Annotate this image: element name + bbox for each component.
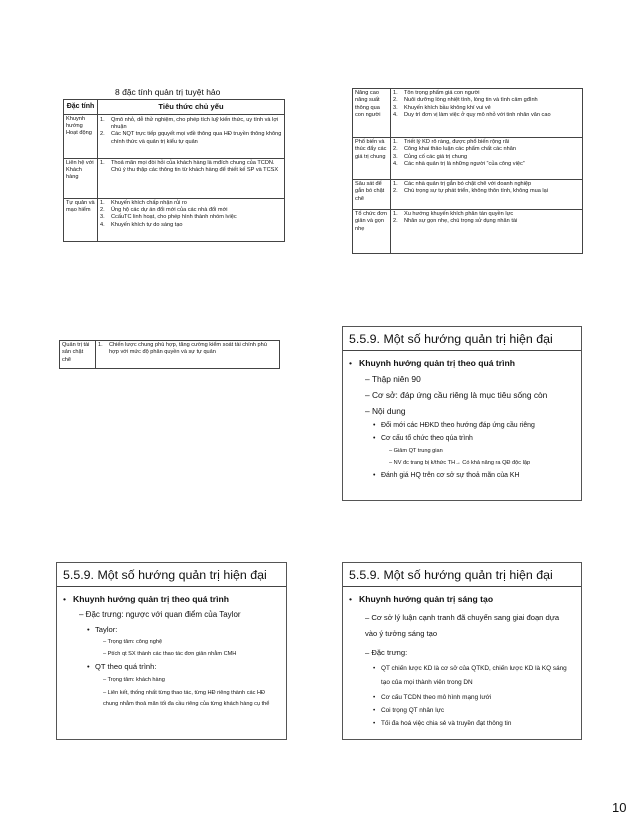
table-row-items — [98, 158, 285, 198]
item-text: Nhân sự gọn nhẹ, chú trọng sử dụng nhân tài — [404, 218, 518, 225]
slide-2-table — [352, 88, 583, 254]
item-text: CcấuTC linh hoạt, cho phép hình thành nhóm lviệc — [111, 214, 237, 221]
page-number: 10 — [612, 800, 627, 815]
bullet-l2: – Thập niên 90 — [365, 374, 421, 385]
bullet-l1: • Khuynh hướng quản trị theo quá trình — [57, 594, 286, 604]
item-text: Các nhà quản trị là những người “của công việc” — [404, 160, 525, 167]
item-number: 2. — [393, 188, 398, 195]
bullet-l3: • Đổi mới các HĐKD theo hướng đáp ứng cầu riêng — [343, 422, 581, 430]
col-header-criteria: Tiêu thức chủ yếu — [98, 100, 285, 115]
item-text: Duy trì đơn vị làm việc ở quy mô nhỏ với tinh nhân văn cao — [404, 111, 551, 118]
item-number: 4. — [100, 221, 105, 228]
table-row-key: Quản trị tài sản chặt chẽ — [60, 341, 96, 369]
bullet-l1: • Khuynh hướng quản trị theo quá trình — [343, 358, 581, 368]
table-row-items — [391, 138, 583, 180]
bullet-l3: • Cơ cấu TCDN theo mô hình mạng lưới — [343, 694, 581, 702]
item-number: 1. — [100, 116, 105, 123]
item-number: 1. — [393, 211, 398, 217]
item-text: Khuyến khích tự do sáng tạo — [111, 221, 183, 228]
bullet-l2: – Nội dung — [365, 406, 406, 417]
item-text: Ủng hộ các dự án đổi mới của các nhà đổi mới — [111, 207, 228, 214]
item-number: 2. — [393, 97, 398, 104]
bullet-l2: – Cơ sở: đáp ứng cầu riêng là mục tiêu sống còn — [365, 390, 548, 401]
table-row-key: Phổ biến và thúc đẩy các giá trị chung — [353, 138, 391, 180]
bullet-l3: • QT theo quá trình: — [57, 662, 286, 671]
item-text: Chú trọng sự tự phát triển, không thôn tính, không mua lại — [404, 188, 549, 195]
item-number: 1. — [393, 90, 398, 96]
item-text: Các nhà quản trị gắn bó chặt chẽ với doanh nghiệp — [404, 181, 532, 187]
slide-6-title: 5.5.9. Một số hướng quản trị hiện đại — [343, 563, 581, 587]
item-text: Triết lý KD rõ ràng, được phổ biến rộng rãi — [404, 139, 510, 145]
table-row-key: Năng cao năng suất thông qua con người — [353, 89, 391, 138]
item-text: Khuyến khích bầu không khí vui vẻ — [404, 104, 491, 111]
table-row-items — [98, 198, 285, 241]
item-number: 3. — [393, 104, 398, 111]
table-row-items — [391, 210, 583, 254]
bullet-l3: • QT chiến lược KD là cơ sở của QTKD, chiến lược KD là KQ sáng tạo của mọi thành viên trong DN — [343, 662, 581, 689]
slide-2 — [352, 84, 583, 259]
item-text: Chiến lược chung phù hợp, tăng cường kiểm soát tài chính phù hợp với mức độ phân quyền và sự tự quản — [109, 342, 267, 356]
bullet-l3: • Đánh giá HQ trên cơ sở sự thoả mãn của KH — [343, 472, 581, 480]
slide-1-title: 8 đặc tính quản trị tuyệt hảo — [115, 87, 221, 97]
slide-3 — [55, 326, 286, 501]
bullet-l4: – NV đc trang bị k/thức TH→ Có khả năng ra QĐ độc lập — [389, 459, 531, 466]
table-row-items — [96, 341, 280, 369]
item-number: 1. — [100, 199, 105, 206]
slide-6 — [342, 562, 582, 740]
item-text: Xu hướng khuyến khích phân tán quyền lực — [404, 211, 514, 217]
slide-4-title: 5.5.9. Một số hướng quản trị hiện đại — [343, 327, 581, 351]
bullet-l4: – Giảm QT trung gian — [389, 448, 443, 455]
item-number: 4. — [393, 111, 398, 118]
table-row-key: Tổ chức đơn giản và gọn nhẹ — [353, 210, 391, 254]
item-number: 2. — [393, 218, 398, 225]
bullet-l4: – Liên kết, thống nhất từng thao tác, từng HĐ riêng thành các HĐ chung nhằm thoả mãn tối đa cầu riêng của từng khách hàng cụ thể — [103, 690, 270, 707]
bullet-l3: • Cơ cấu tổ chức theo qúa trình — [343, 435, 581, 443]
bullet-l2: – Đặc trưng: ngược với quan điểm của Taylor — [79, 610, 241, 620]
col-header-feature: Đặc tính — [64, 100, 98, 115]
bullet-l4: – Trọng tâm: công nghệ — [103, 639, 163, 646]
item-text: Tôn trọng phẩm giá con người — [404, 90, 480, 96]
table-row-key: Khuynh hướng Hoạt động — [64, 114, 98, 158]
item-number: 1. — [393, 139, 398, 145]
item-number: 3. — [393, 153, 398, 160]
item-number: 3. — [100, 214, 105, 221]
item-number: 4. — [393, 160, 398, 167]
item-text: Thoả mãn mọi đòi hỏi của khách hàng là mđích chung của TCDN. Chú ý thu thập các thông tin từ khách hàng để thiết kế SP và TCSX — [111, 159, 279, 174]
table-row-key: Sâu sát để gắn bó chặt chẽ — [353, 180, 391, 210]
item-number: 1. — [98, 342, 103, 348]
item-number: 1. — [100, 159, 105, 166]
table-row-items — [98, 114, 285, 158]
item-text: Qmô nhỏ, dễ thử nghiệm, cho phép tích luỹ kiến thức, uy tính và lợi nhuận — [111, 116, 279, 131]
bullet-l4: – Trọng tâm: khách hàng — [103, 676, 165, 683]
item-text: Khuyến khích chấp nhận rủi ro — [111, 199, 187, 206]
item-text: Công khai thảo luận các phẩm chất các nhân — [404, 146, 516, 153]
bullet-l3: • Taylor: — [57, 625, 286, 634]
table-row-key: Tự quản và mạo hiểm — [64, 198, 98, 241]
slide-3-table — [59, 340, 280, 369]
table-row-items — [391, 180, 583, 210]
bullet-l3: • Tối đa hoá việc chia sẻ và truyền đạt thông tin — [343, 720, 581, 728]
bullet-l2: – Cơ sở lý luận cạnh tranh đã chuyển sang giai đoạn dựa vào ý tưởng sáng tạo — [365, 613, 560, 639]
slide-4 — [342, 326, 582, 501]
item-text: Củng cố các giá trị chung — [404, 153, 468, 160]
slide-5 — [56, 562, 287, 740]
item-number: 2. — [100, 207, 105, 214]
item-number: 2. — [100, 131, 105, 138]
item-number: 2. — [393, 146, 398, 153]
item-text: Nuôi dưỡng lòng nhiệt tình, lòng tin và tình cảm gđình — [404, 97, 538, 104]
slide-1 — [55, 84, 286, 259]
bullet-l4: – Ptích qt SX thành các thao tác đơn giản nhằm CMH — [103, 650, 237, 657]
slide-1-table — [63, 99, 285, 242]
table-row-items — [391, 89, 583, 138]
bullet-l2: – Đặc trưng: — [365, 648, 408, 658]
item-number: 1. — [393, 181, 398, 187]
bullet-l1: • Khuynh hướng quản trị sáng tạo — [343, 594, 581, 604]
slide-5-title: 5.5.9. Một số hướng quản trị hiện đại — [57, 563, 286, 587]
table-row-key: Liên hệ với Khách hàng — [64, 158, 98, 198]
item-text: Các NQT trực tiếp gquyết mọi vđề thông qua HĐ truyền thông không chính thức và quản trị kiểu tự quản — [111, 131, 282, 145]
bullet-l3: • Coi trọng QT nhân lực — [343, 707, 581, 715]
